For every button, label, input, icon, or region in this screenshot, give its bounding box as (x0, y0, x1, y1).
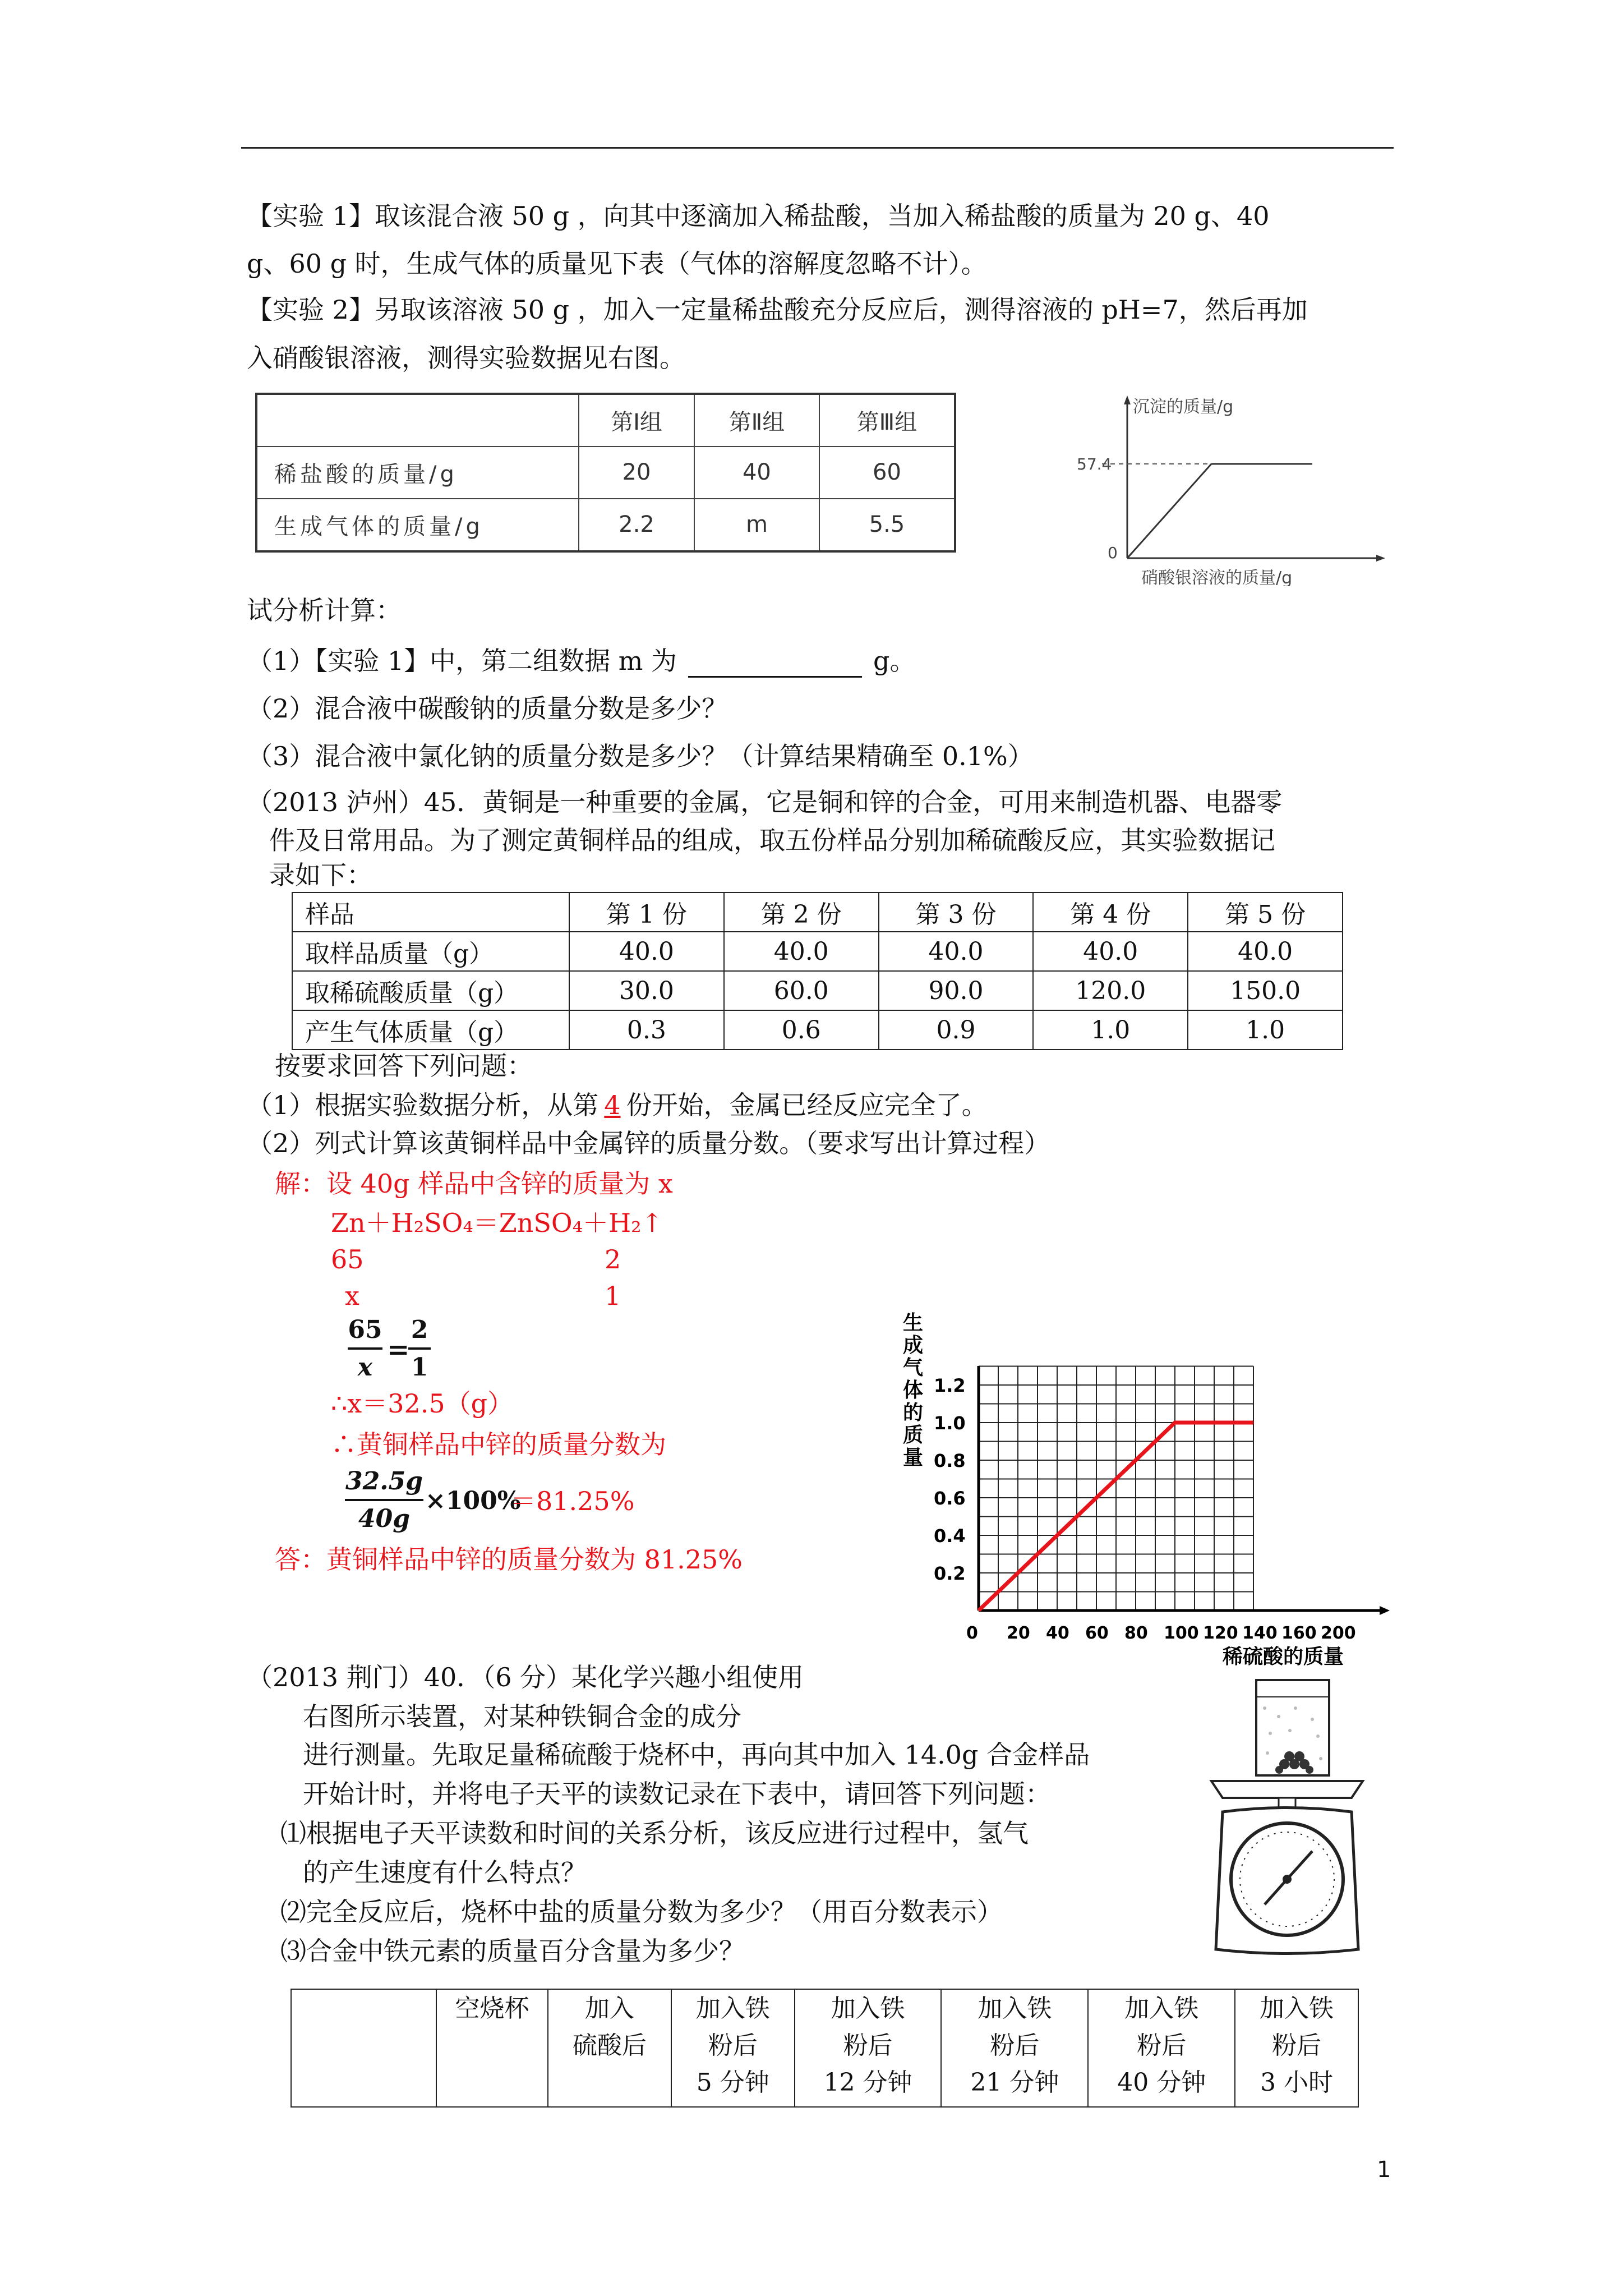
header-rule (241, 147, 1394, 149)
answer-blank[interactable] (688, 648, 862, 678)
page-number: 1 (1377, 2157, 1391, 2183)
balance-pan (1211, 1781, 1363, 1798)
solution-result-x: ∴x＝32.5（g） (331, 1388, 514, 1419)
table1-cell: m (694, 499, 819, 551)
acid-gas-table (255, 393, 956, 553)
chart1-rise-line (1127, 464, 1211, 558)
p40-line7: ⑵完全反应后，烧杯中盐的质量分数为多少？（用百分数表示） (280, 1897, 1003, 1927)
brass-data-table (292, 892, 1343, 1050)
chart2-ylabel-char: 成 (903, 1334, 924, 1357)
fraction-2-over-1: 2 1 (408, 1315, 431, 1382)
solution-equation: Zn＋H₂SO₄＝ZnSO₄＋H₂↑ (331, 1208, 663, 1238)
p40-line4: 开始计时，并将电子天平的读数记录在下表中，请回答下列问题： (303, 1779, 1051, 1809)
p40-line5: ⑴根据电子天平读数和时间的关系分析，该反应进行过程中，氢气 (280, 1818, 1029, 1848)
chart2-xtick: 120 (1203, 1623, 1238, 1643)
table3-header: 加入铁 粉后 3 小时 (1235, 1989, 1358, 2107)
table2-cell: 150.0 (1188, 971, 1343, 1010)
fraction-32-5g-over-40g: 32.5g 40g (345, 1467, 423, 1533)
times-100-percent: ×100% (425, 1487, 521, 1515)
chart2-xtick: 60 (1085, 1623, 1109, 1643)
table2-cell: 120.0 (1033, 971, 1188, 1010)
table2-row-label: 取稀硫酸质量（g） (292, 971, 569, 1010)
chart1-ytick: 57.4 (1077, 455, 1112, 473)
table2-header: 第 4 份 (1033, 892, 1188, 932)
q1-line1-unit: g。 (873, 646, 916, 676)
p45-line3: 录如下： (269, 860, 372, 890)
q1-line1-text: （1）【实验 1】中，第二组数据 m 为 (247, 646, 677, 676)
chart2-x-arrow (1380, 1606, 1390, 1615)
p45-line1: （2013 泸州）45．黄铜是一种重要的金属，它是铜和锌的合金，可用来制造机器、电器零 (247, 787, 1283, 817)
table2-cell: 1.0 (1188, 1010, 1343, 1050)
chart2-ytick: 1.2 (934, 1375, 966, 1396)
chart2-ytick: 1.0 (934, 1412, 966, 1434)
chart1-xlabel: 硝酸银溶液的质量/g (1141, 568, 1293, 586)
chart2-xtick: 140 (1242, 1623, 1278, 1643)
q1-line2: （2）混合液中碳酸钠的质量分数是多少？ (247, 693, 728, 724)
table2-row-label: 产生气体质量（g） (292, 1010, 569, 1050)
q45-line1-rest: 份开始，金属已经反应完全了。 (626, 1090, 988, 1120)
chart2-xtick: 0 (966, 1623, 978, 1643)
q45-line2: （2）列式计算该黄铜样品中金属锌的质量分数。（要求写出计算过程） (247, 1128, 1050, 1158)
exp2-line1: 【实验 2】另取该溶液 50 g ，加入一定量稀盐酸充分反应后，测得溶液的 pH=7，然后再加 (247, 295, 1308, 325)
chart2-xlabel: 稀硫酸的质量 (1223, 1645, 1344, 1668)
table3-header: 加入铁 粉后 21 分钟 (941, 1989, 1088, 2107)
p40-line3: 进行测量。先取足量稀硫酸于烧杯中，再向其中加入 14.0g 合金样品 (303, 1740, 1090, 1770)
solution-percentage: ＝81.25% (510, 1486, 635, 1516)
q1-line3: （3）混合液中氯化钠的质量分数是多少？（计算结果精确至 0.1%） (247, 741, 1034, 771)
solution-result-label: ∴黄铜样品中锌的质量分数为 (331, 1429, 666, 1460)
solution-var-1: 1 (605, 1281, 621, 1311)
chart2-xtick: 200 (1321, 1623, 1356, 1643)
solution-answer: 答：黄铜样品中锌的质量分数为 81.25% (275, 1544, 743, 1575)
q45-line1-text: （1）根据实验数据分析，从第 (247, 1090, 599, 1120)
solution-molar-mass-zn: 65 (331, 1244, 364, 1274)
chart2-ylabel-char: 的 (903, 1401, 924, 1424)
solution-var-x: x (345, 1281, 359, 1311)
p40-line2: 右图所示装置，对某种铁铜合金的成分 (303, 1701, 741, 1732)
table1-row-label: 稀盐酸的质量/g (256, 447, 579, 499)
chart2-ytick: 0.6 (934, 1488, 966, 1509)
table2-header: 第 3 份 (879, 892, 1034, 932)
chart2-ylabel-char: 质 (903, 1424, 924, 1447)
table2-header: 第 1 份 (569, 892, 724, 932)
chart2-ytick: 0.4 (934, 1525, 966, 1547)
table1-header-1: 第Ⅰ组 (579, 394, 694, 447)
solution-line1: 解：设 40g 样品中含锌的质量为 x (275, 1168, 673, 1199)
q1-intro: 试分析计算： (247, 595, 402, 625)
p40-line1: （2013 荆门）40．（6 分）某化学兴趣小组使用 (247, 1662, 804, 1692)
q45-intro: 按要求回答下列问题： (275, 1051, 533, 1081)
table3-header: 加入铁 粉后 5 分钟 (671, 1989, 795, 2107)
q45-line1 (247, 1088, 988, 1122)
chart1-y-arrow (1124, 395, 1131, 404)
chart2-ylabel-char: 气 (903, 1356, 924, 1379)
table1-cell: 5.5 (819, 499, 955, 551)
solution-molar-mass-h2: 2 (605, 1244, 621, 1274)
table2-cell: 40.0 (724, 932, 879, 971)
chart1-x-arrow (1376, 555, 1385, 562)
chart2-xtick: 100 (1164, 1623, 1199, 1643)
exp2-line2: 入硝酸银溶液，测得实验数据见右图。 (247, 343, 685, 373)
chart2-ytick: 0.8 (934, 1450, 966, 1471)
table2-cell: 40.0 (569, 932, 724, 971)
table2-header: 第 5 份 (1188, 892, 1343, 932)
chart2-xtick: 20 (1007, 1623, 1030, 1643)
balance-reading-table (291, 1989, 1359, 2108)
table1-row-label: 生成气体的质量/g (256, 499, 579, 551)
table2-cell: 40.0 (1033, 932, 1188, 971)
table1-cell: 40 (694, 447, 819, 499)
table2-cell: 30.0 (569, 971, 724, 1010)
exp1-line2: g、60 g 时，生成气体的质量见下表（气体的溶解度忽略不计）。 (247, 249, 987, 279)
table1-cell: 20 (579, 447, 694, 499)
table2-cell: 0.6 (724, 1010, 879, 1050)
chart2-ylabel-char: 生 (903, 1312, 924, 1335)
table3-header: 加入铁 粉后 40 分钟 (1088, 1989, 1235, 2107)
equals-sign: = (387, 1334, 410, 1365)
p40-line8: ⑶合金中铁元素的质量百分含量为多少？ (280, 1936, 745, 1966)
chart2-ylabel-char: 体 (903, 1379, 924, 1402)
table1-header-2: 第Ⅱ组 (694, 394, 819, 447)
table2-cell: 1.0 (1033, 1010, 1188, 1050)
table1-cell: 60 (819, 447, 955, 499)
table2-cell: 0.9 (879, 1010, 1034, 1050)
liquid-dots (1263, 1706, 1322, 1760)
chart2-xtick: 80 (1124, 1623, 1148, 1643)
q1-line1 (247, 644, 915, 678)
chart2-ytick: 0.2 (934, 1563, 966, 1584)
table2-header: 样品 (292, 892, 569, 932)
table3-header: 加入 硫酸后 (548, 1989, 671, 2107)
table3-header: 空烧杯 (436, 1989, 548, 2107)
table1-cell: 2.2 (579, 499, 694, 551)
electronic-balance-illustration (1200, 1674, 1368, 1977)
p40-line6: 的产生速度有什么特点？ (303, 1857, 587, 1888)
table2-cell: 60.0 (724, 971, 879, 1010)
p45-line2: 件及日常用品。为了测定黄铜样品的组成，取五份样品分别加稀硫酸反应，其实验数据记 (269, 825, 1275, 855)
chart2-ylabel (903, 1312, 923, 1469)
table2-cell: 90.0 (879, 971, 1034, 1010)
table2-row-label: 取样品质量（g） (292, 932, 569, 971)
exp1-line1: 【实验 1】取该混合液 50 g ，向其中逐滴加入稀盐酸，当加入稀盐酸的质量为 20 g、40 (247, 201, 1270, 231)
table3-header: 加入铁 粉后 12 分钟 (795, 1989, 942, 2107)
chart1-origin: 0 (1108, 544, 1118, 562)
precipitate-chart (1049, 390, 1408, 586)
table2-cell: 0.3 (569, 1010, 724, 1050)
chart2-ylabel-char: 量 (903, 1446, 924, 1469)
q45-answer: 4 (604, 1090, 621, 1120)
chart1-ylabel: 沉淀的质量/g (1133, 397, 1234, 417)
gas-mass-chart (886, 1304, 1391, 1674)
table2-cell: 40.0 (879, 932, 1034, 971)
table2-cell: 40.0 (1188, 932, 1343, 971)
chart2-xtick: 160 (1281, 1623, 1317, 1643)
alloy-sample-icon (1275, 1751, 1313, 1774)
fraction-65-over-x: 65 x (348, 1315, 382, 1382)
table2-header: 第 2 份 (724, 892, 879, 932)
table1-header-3: 第Ⅲ组 (819, 394, 955, 447)
chart2-xtick: 40 (1046, 1623, 1069, 1643)
